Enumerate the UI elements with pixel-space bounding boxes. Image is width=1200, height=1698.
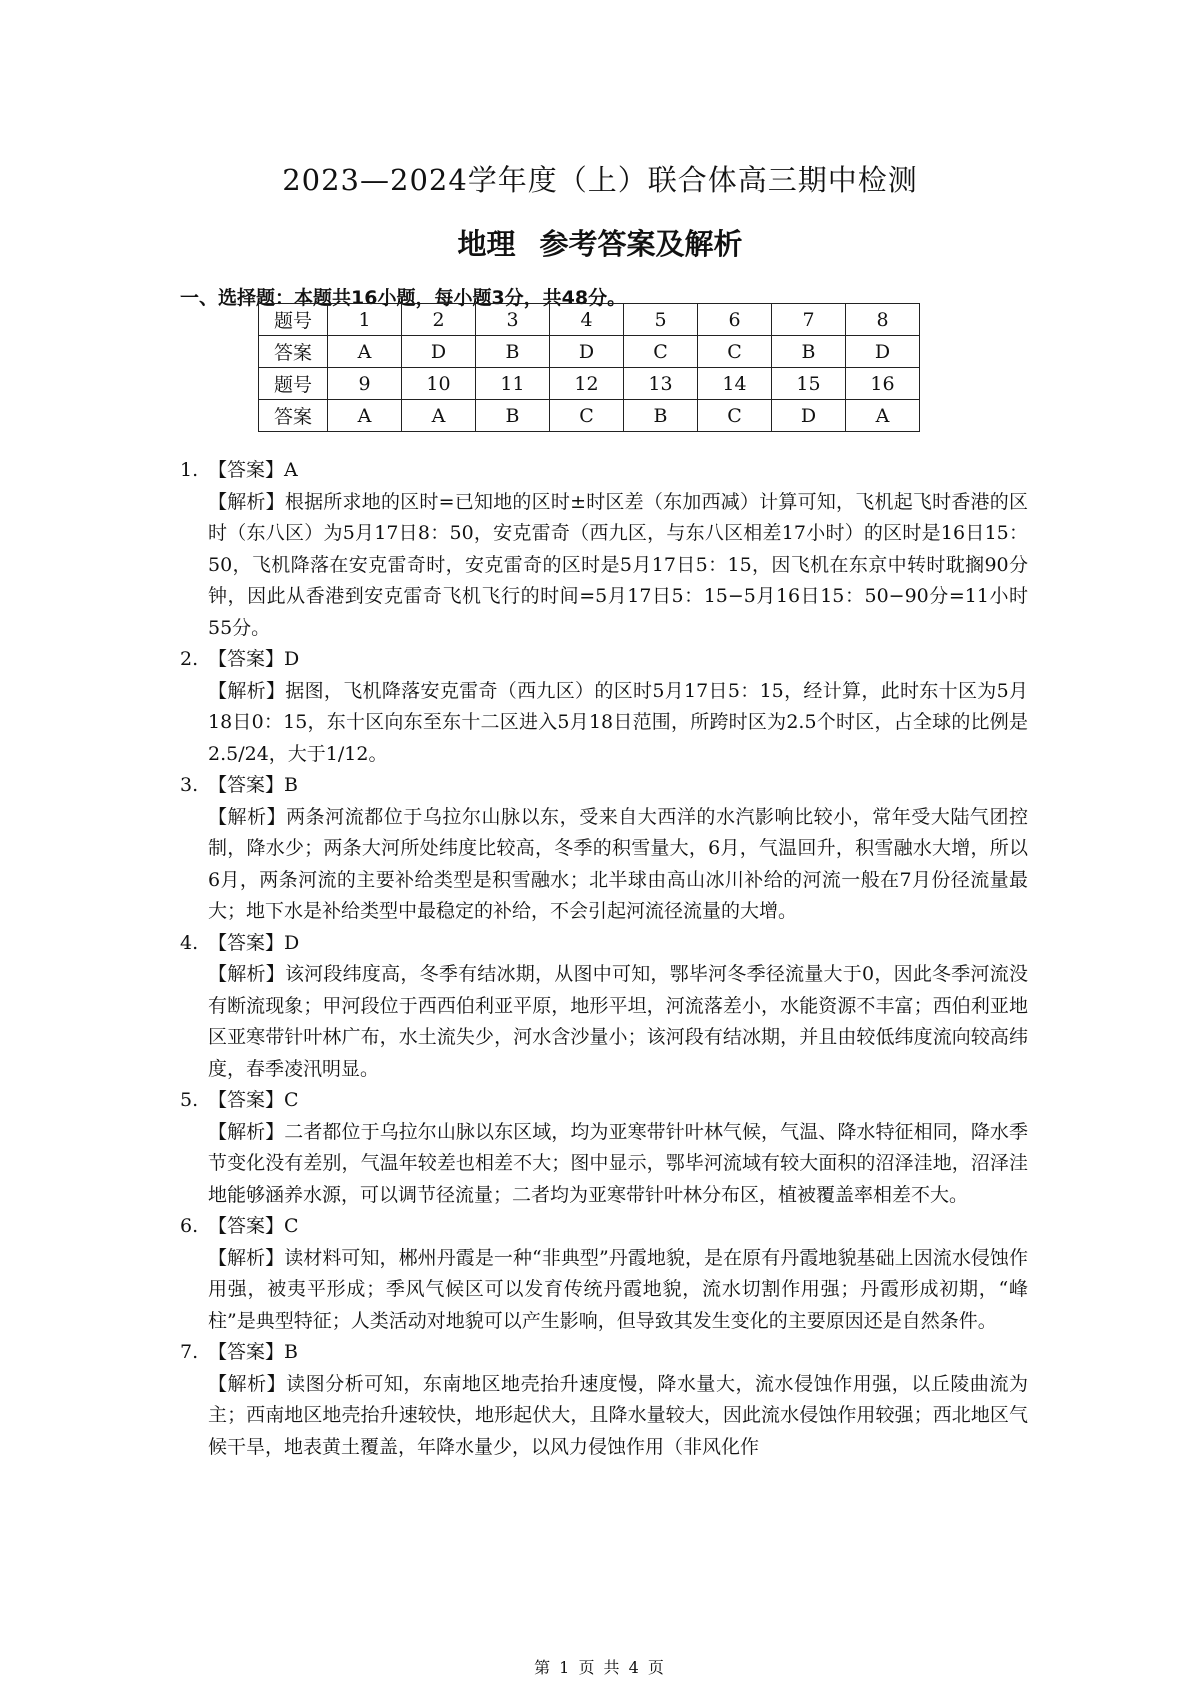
table-cell: 10 bbox=[402, 368, 476, 400]
item-number: 4. bbox=[180, 931, 199, 954]
item-number: 6. bbox=[180, 1215, 199, 1237]
table-cell: B bbox=[624, 400, 698, 432]
item-answer: 【答案】A bbox=[208, 459, 298, 481]
item-explanation: 【解析】读材料可知，郴州丹霞是一种“非典型”丹霞地貌，是在原有丹霞地貌基础上因流水侵蚀作用强，被夷平形成；季风气候区可以发育传统丹霞地貌，流水切割作用强；丹霞形成初期，“峰柱”是典型特征；人类活动对地貌可以产生影响，但导致其发生变化的主要原因还是自然条件。 bbox=[208, 1246, 1028, 1332]
item-number: 5. bbox=[180, 1089, 199, 1111]
table-cell: 4 bbox=[550, 304, 624, 336]
subject-label: 地理 bbox=[457, 227, 516, 261]
answer-item-3 bbox=[180, 770, 1028, 928]
table-cell: 1 bbox=[328, 304, 402, 336]
item-number: 3. bbox=[180, 774, 199, 796]
item-explanation: 【解析】该河段纬度高，冬季有结冰期，从图中可知，鄂毕河冬季径流量大于0，因此冬季河流没有断流现象；甲河段位于西西伯利亚平原，地形平坦，河流落差小，水能资源不丰富；西伯利亚地区亚寒带针叶林广布，水土流失少，河水含沙量小；该河段有结冰期，并且由较低纬度流向较高纬度，春季凌汛明显。 bbox=[208, 963, 1028, 1080]
table-row bbox=[259, 400, 920, 432]
doc-type-label: 参考答案及解析 bbox=[539, 227, 743, 261]
item-answer: 【答案】B bbox=[208, 774, 298, 796]
table-cell: 5 bbox=[624, 304, 698, 336]
document-subtitle bbox=[0, 222, 1200, 263]
answer-item-2 bbox=[180, 644, 1028, 770]
table-cell: 2 bbox=[402, 304, 476, 336]
item-answer: 【答案】D bbox=[208, 648, 300, 670]
table-cell: C bbox=[624, 336, 698, 368]
answer-item-5 bbox=[180, 1085, 1028, 1211]
item-number: 2. bbox=[180, 648, 199, 670]
table-cell: 14 bbox=[698, 368, 772, 400]
row-header: 答案 bbox=[259, 336, 328, 368]
table-cell: A bbox=[328, 336, 402, 368]
item-explanation: 【解析】两条河流都位于乌拉尔山脉以东，受来自大西洋的水汽影响比较小，常年受大陆气团控制，降水少；两条大河所处纬度比较高，冬季的积雪量大，6月，气温回升，积雪融水大增，所以6月，两条河流的主要补给类型是积雪融水；北半球由高山冰川补给的河流一般在7月份径流量最大；地下水是补给类型中最稳定的补给，不会引起河流径流量的大增。 bbox=[208, 805, 1028, 922]
item-explanation: 【解析】二者都位于乌拉尔山脉以东区域，均为亚寒带针叶林气候，气温、降水特征相同，降水季节变化没有差别，气温年较差也相差不大；图中显示，鄂毕河流域有较大面积的沼泽洼地，沼泽洼地能够涵养水源，可以调节径流量；二者均为亚寒带针叶林分布区，植被覆盖率相差不大。 bbox=[208, 1120, 1028, 1206]
table-cell: 7 bbox=[772, 304, 846, 336]
table-cell: 9 bbox=[328, 368, 402, 400]
table-cell: A bbox=[328, 400, 402, 432]
answer-item-4 bbox=[180, 928, 1028, 1086]
answer-item-1 bbox=[180, 455, 1028, 644]
page-number: 第 1 页 共 4 页 bbox=[534, 1658, 666, 1677]
answer-item-6 bbox=[180, 1211, 1028, 1337]
table-cell: 11 bbox=[476, 368, 550, 400]
item-explanation: 【解析】根据所求地的区时=已知地的区时±时区差（东加西减）计算可知，飞机起飞时香港的区时（东八区）为5月17日8：50，安克雷奇（西九区，与东八区相差17小时）的区时是16日15：50，飞机降落在安克雷奇时，安克雷奇的区时是5月17日5：15，因飞机在东京中转时耽搁90分钟，因此从香港到安克雷奇飞机飞行的时间=5月17日5：15−5月16日15：50−90分=11小时55分。 bbox=[208, 490, 1028, 639]
answer-item-7 bbox=[180, 1337, 1028, 1463]
section-heading: 一、选择题：本题共16小题，每小题3分，共48分。 bbox=[180, 287, 627, 309]
row-header: 答案 bbox=[259, 400, 328, 432]
item-answer: 【答案】C bbox=[208, 1215, 299, 1237]
table-cell: B bbox=[772, 336, 846, 368]
table-row bbox=[259, 368, 920, 400]
item-answer: 【答案】C bbox=[208, 1089, 299, 1111]
table-cell: B bbox=[476, 336, 550, 368]
table-row bbox=[259, 304, 920, 336]
table-cell: 15 bbox=[772, 368, 846, 400]
item-answer: 【答案】B bbox=[208, 1341, 298, 1363]
item-explanation: 【解析】读图分析可知，东南地区地壳抬升速度慢，降水量大，流水侵蚀作用强，以丘陵曲流为主；西南地区地壳抬升速较快，地形起伏大，且降水量较大，因此流水侵蚀作用较强；西北地区气候干旱，地表黄土覆盖，年降水量少，以风力侵蚀作用（非风化作 bbox=[208, 1372, 1028, 1458]
table-cell: C bbox=[698, 336, 772, 368]
table-cell: D bbox=[772, 400, 846, 432]
table-cell: B bbox=[476, 400, 550, 432]
table-cell: 8 bbox=[846, 304, 920, 336]
item-number: 1. bbox=[180, 459, 199, 481]
document-title: 2023—2024学年度（上）联合体高三期中检测 bbox=[282, 163, 918, 197]
table-cell: C bbox=[698, 400, 772, 432]
row-header: 题号 bbox=[259, 304, 328, 336]
table-cell: D bbox=[846, 336, 920, 368]
table-cell: A bbox=[846, 400, 920, 432]
item-explanation: 【解析】据图，飞机降落安克雷奇（西九区）的区时5月17日5：15，经计算，此时东十区为5月18日0：15，东十区向东至东十二区进入5月18日范围，所跨时区为2.5个时区，占全球的比例是2.5/24，大于1/12。 bbox=[208, 679, 1028, 765]
table-cell: D bbox=[550, 336, 624, 368]
table-cell: C bbox=[550, 400, 624, 432]
answer-table bbox=[258, 303, 920, 432]
row-header: 题号 bbox=[259, 368, 328, 400]
table-cell: 12 bbox=[550, 368, 624, 400]
table-cell: 13 bbox=[624, 368, 698, 400]
item-number: 7. bbox=[180, 1341, 199, 1363]
table-cell: 3 bbox=[476, 304, 550, 336]
item-answer: 【答案】D bbox=[208, 931, 300, 954]
table-cell: 16 bbox=[846, 368, 920, 400]
table-row bbox=[259, 336, 920, 368]
table-cell: D bbox=[402, 336, 476, 368]
answer-items bbox=[180, 455, 1028, 1463]
table-cell: 6 bbox=[698, 304, 772, 336]
table-cell: A bbox=[402, 400, 476, 432]
